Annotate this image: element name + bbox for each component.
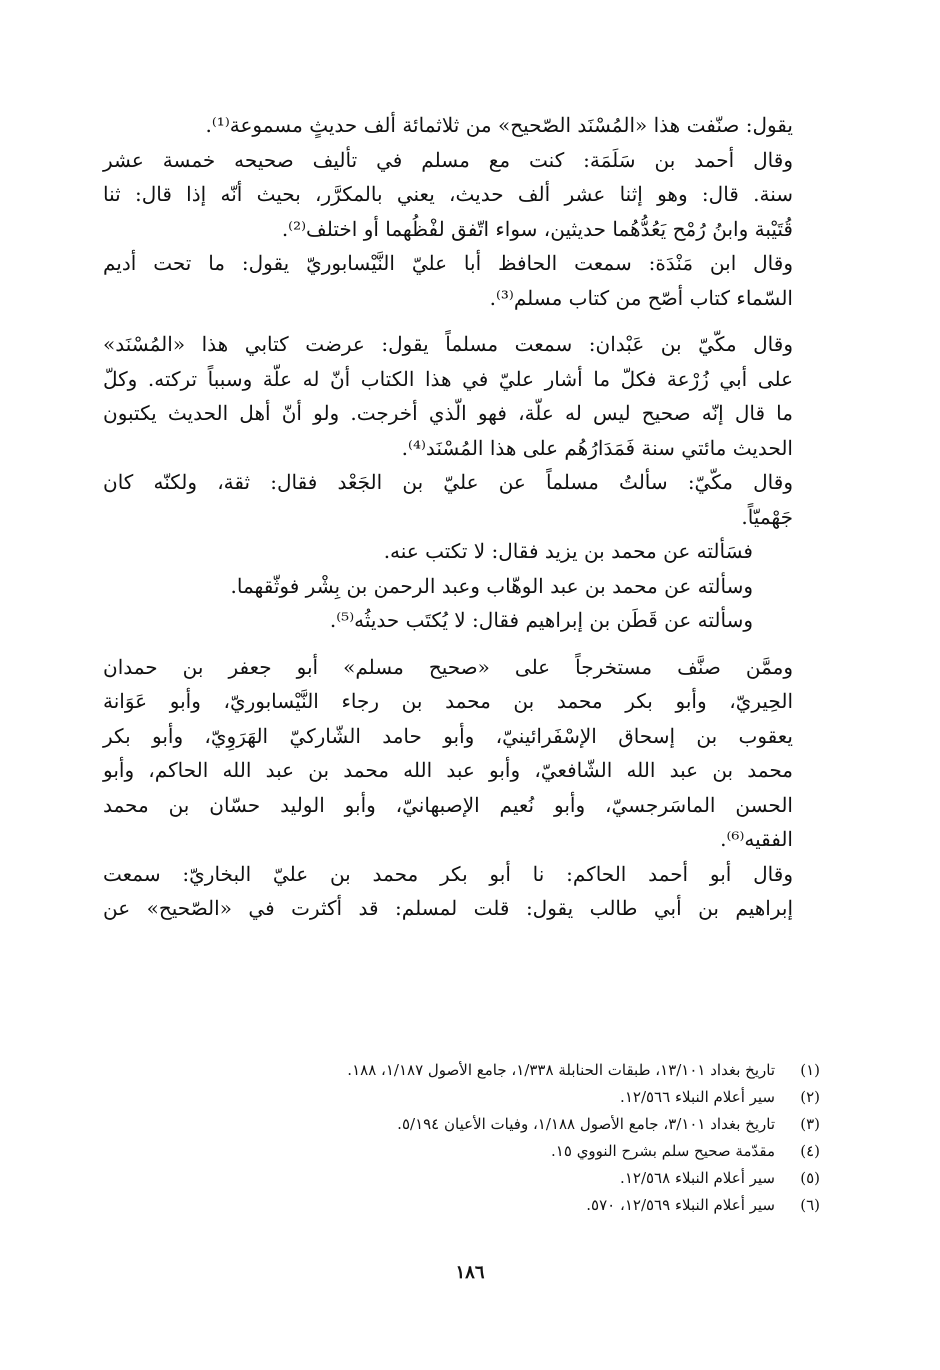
text-line: وقال مكّيّ بن عَبْدان: سمعت مسلماً يقول: عرضت كتابي هذا «المُسْنَد» xyxy=(103,332,793,356)
footnote-number: (٥) xyxy=(800,1169,820,1187)
text-line: وسألته عن محمد بن عبد الوهّاب وعبد الرحمن بن بِشْر فوثّقهما. xyxy=(230,573,753,598)
text-line: وقال مكّيّ: سألتُ مسلماً عن عليّ بن الجَعْد فقال: ثقة، ولكنّه كان xyxy=(103,470,793,494)
text-line: محمد بن عبد الله الشّافعيّ، وأبو عبد الله محمد بن عبد الله الحاكم، وأبو xyxy=(103,758,793,782)
paragraph xyxy=(103,143,815,247)
footnote-number: (٦) xyxy=(800,1196,820,1214)
text-line: الفقيه⁽⁶⁾. xyxy=(720,827,793,851)
footnotes xyxy=(160,1057,820,1219)
paragraph xyxy=(103,465,815,534)
text-line: وقال أبو أحمد الحاكم: نا أبو بكر محمد بن عليّ البخاريّ: سمعت xyxy=(103,861,793,886)
main-text xyxy=(103,108,815,926)
footnote-number: (٣) xyxy=(800,1115,820,1133)
paragraph xyxy=(103,108,815,143)
footnote xyxy=(160,1057,820,1084)
text-line: إبراهيم بن أبي طالب يقول: قلت لمسلم: قد أكثرت في «الصّحيح» عن xyxy=(103,896,793,920)
text-line: السّماء كتاب أصّح من كتاب مسلم⁽³⁾. xyxy=(489,285,793,310)
text-line: قُتَيْبة وابنُ رُمْح يَعُدُّهُما حديثين، سواء اتّفق لفْظُهما أو اختلف⁽²⁾. xyxy=(281,216,793,241)
text-line: الحسن الماسَرجسيّ، وأبو نُعيم الإصبهانيّ، وأبو الوليد حسّان بن محمد xyxy=(103,792,793,817)
text-line: على أبي زُرْعة فكلّ ما أشار عليّ في هذا الكتاب أنّ له علّة وسبباً تركته. وكلّ xyxy=(103,366,793,391)
paragraph xyxy=(103,246,815,315)
text-line: يعقوب بن إسحاق الإسْفَرائينيّ، وأبو حامد الشّاركيّ الهَرَوِيّ، وأبو بكر xyxy=(103,723,793,748)
footnote-text: سير أعلام النبلاء ١٢/٥٦٦. xyxy=(620,1088,775,1106)
page-number: ١٨٦ xyxy=(455,1262,485,1283)
text-line: الحديث مائتي سنة فَمَدَارُهُم على هذا المُسْنَد⁽⁴⁾. xyxy=(401,435,793,460)
footnote xyxy=(160,1192,820,1219)
footnote-text: سير أعلام النبلاء ١٢/٥٦٨. xyxy=(620,1169,775,1187)
paragraph xyxy=(103,327,815,465)
footnote xyxy=(160,1084,820,1111)
text-line: ما قال إنّه صحيح ليس له علّة، فهو الّذي أخرجت. ولو أنّ أهل الحديث يكتبون xyxy=(103,401,793,425)
text-line: فسَألته عن محمد بن يزيد فقال: لا تكتب عنه. xyxy=(383,539,753,563)
text-line: سنة. قال: وهو إثنا عشر ألف حديث، يعني بالمكرَّر، بحيث أنّه إذا قال: ثنا xyxy=(103,182,793,206)
text-line: وقال أحمد بن سَلَمَة: كنت مع مسلم في تأليف صحيحه خمسة عشر xyxy=(103,147,793,172)
paragraph xyxy=(103,534,815,638)
footnote-number: (٤) xyxy=(800,1142,820,1160)
text-line: وممَّن صنَّف مستخرجاً على «صحيح مسلم» أبو جعفر بن حمدان xyxy=(103,654,793,679)
footnote-number: (٢) xyxy=(800,1088,820,1106)
paragraph xyxy=(103,857,815,926)
footnote-text: تاريخ بغداد ٣/١٠١، جامع الأصول ١/١٨٨، وفيات الأعيان ٥/١٩٤. xyxy=(397,1115,775,1133)
text-line: جَهْميّاً. xyxy=(741,504,793,529)
footnote-text: تاريخ بغداد ١٣/١٠١، طبقات الحنابلة ١/٣٣٨، جامع الأصول ١/١٨٧، ١٨٨. xyxy=(347,1061,775,1079)
footnote-number: (١) xyxy=(800,1061,820,1079)
text-line: الحِيريّ، وأبو بكر محمد بن محمد بن رجاء النَّيْسابوريّ، وأبو عَوَانة xyxy=(103,689,793,713)
footnote-separator xyxy=(600,1035,815,1036)
text-line: يقول: صنّفت هذا «المُسْنَد الصّحيح» من ثلاثمائة ألف حديثٍ مسموعة⁽¹⁾. xyxy=(205,113,793,137)
paragraph xyxy=(103,650,815,857)
text-line: وقال ابن مَنْدَة: سمعت الحافظ أبا عليّ النَّيْسابوريّ يقول: ما تحت أديم xyxy=(103,251,793,275)
footnote-text: مقدّمة صحيح سلم بشرح النووي ١٥. xyxy=(551,1142,775,1160)
footnote-text: سير أعلام النبلاء ١٢/٥٦٩، ٥٧٠. xyxy=(586,1196,775,1214)
footnote xyxy=(160,1138,820,1165)
footnote xyxy=(160,1165,820,1192)
footnote xyxy=(160,1111,820,1138)
text-line: وسألته عن قَطَن بن إبراهيم فقال: لا يُكتَب حديثُه⁽⁵⁾. xyxy=(329,608,753,632)
